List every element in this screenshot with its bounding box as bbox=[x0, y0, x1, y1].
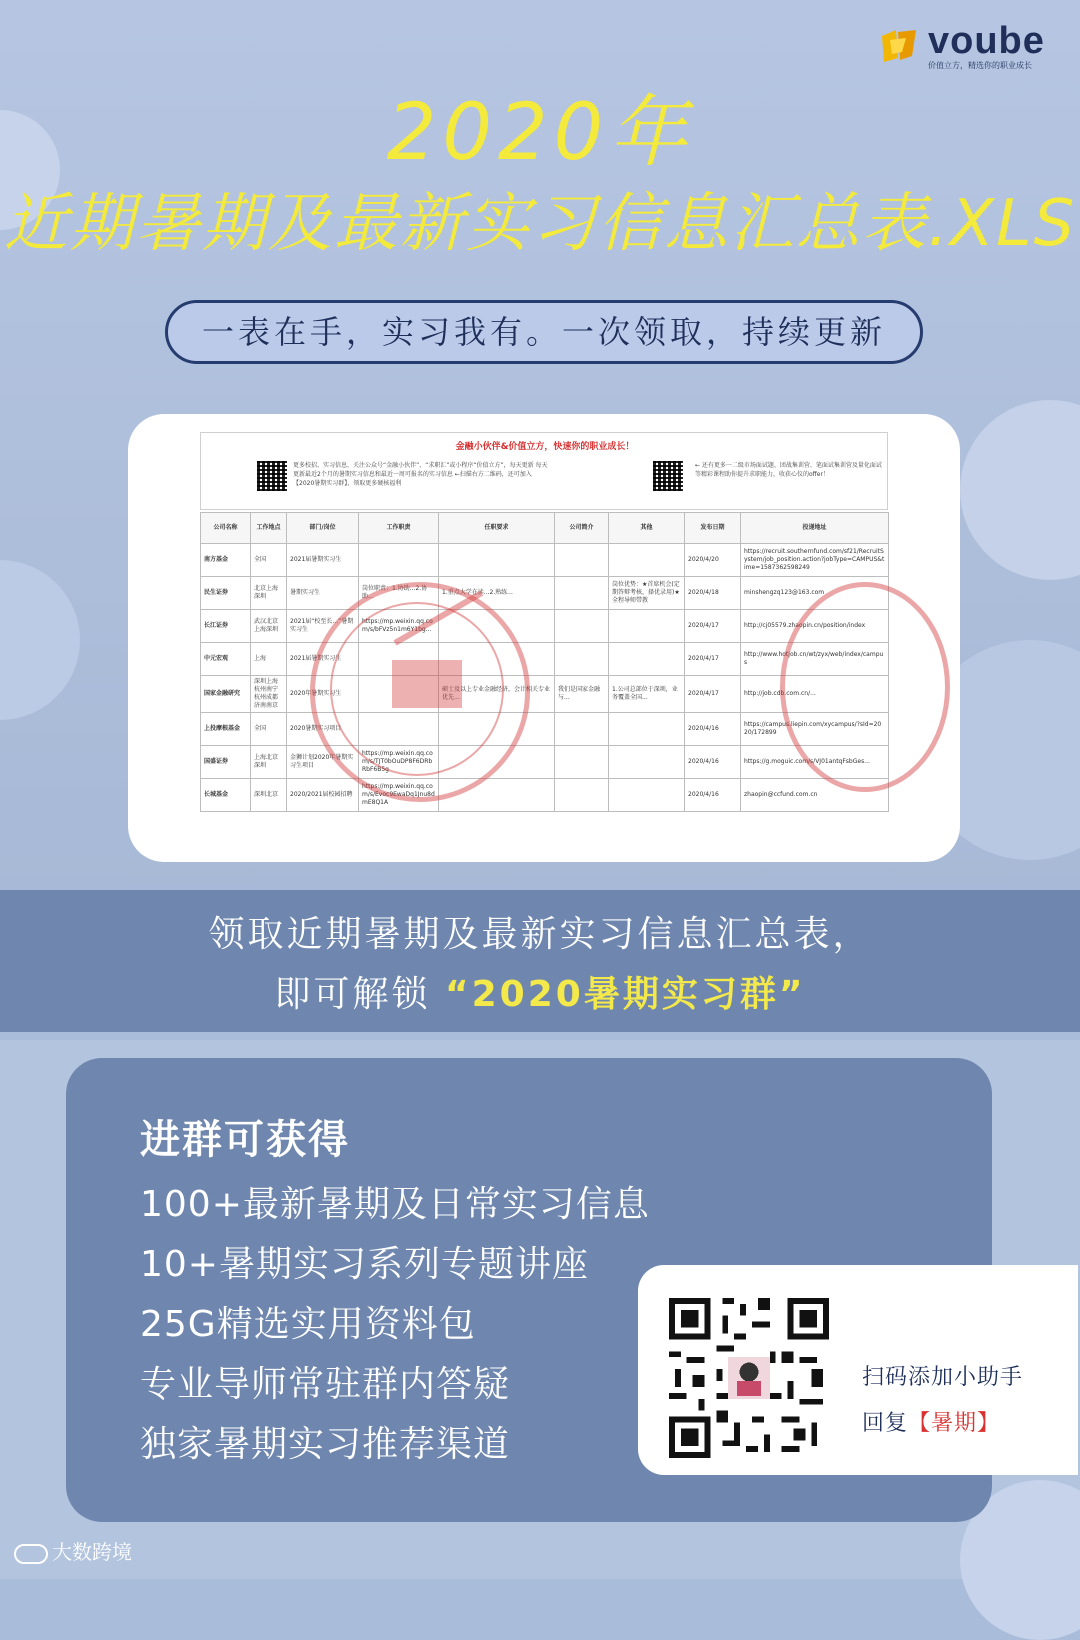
table-cell[interactable]: 上海北京深圳 bbox=[251, 746, 287, 779]
table-cell[interactable]: https://g.moguic.com/s/VJ01antqFsbGes... bbox=[741, 746, 889, 779]
table-cell[interactable]: minshengzq123@163.com bbox=[741, 577, 889, 610]
table-cell[interactable]: 上海 bbox=[251, 643, 287, 676]
stamp-house-icon bbox=[392, 660, 462, 708]
table-cell[interactable]: 2021届暑期实习生 bbox=[287, 643, 359, 676]
benefit-item: 独家暑期实习推荐渠道 bbox=[140, 1424, 511, 1465]
sheet-intro-left: 更多校招、实习信息，关注公众号“金融小伙伴”、“求职汇”或小程序“价值立方”，每天更新 每天更新最近2个月的暑期实习信息和最近一周可报名的实习信息 ←扫描右方二维码，还可加入【2020暑期实习群】，领取更多硬核福利 bbox=[293, 462, 548, 487]
qr-code-icon bbox=[660, 1292, 838, 1464]
table-cell[interactable]: http://cj05579.zhaopin.cn/position/index bbox=[741, 610, 889, 643]
table-cell[interactable]: 2020/4/17 bbox=[685, 610, 741, 643]
logo-tagline: 价值立方，精选你的职业成长 bbox=[928, 61, 1032, 70]
table-cell[interactable] bbox=[609, 746, 685, 779]
table-cell[interactable]: 金狮计划2020年暑期实习生项目 bbox=[287, 746, 359, 779]
reply-keyword: 【暑期】 bbox=[908, 1411, 1001, 1436]
table-cell[interactable]: http://www.hotjob.cn/wt/zyx/web/index/campus bbox=[741, 643, 889, 676]
table-cell[interactable]: http://job.cdb.com.cn/... bbox=[741, 676, 889, 713]
table-cell[interactable] bbox=[609, 610, 685, 643]
table-cell[interactable]: 北京上海深圳 bbox=[251, 577, 287, 610]
table-cell[interactable]: 南方基金 bbox=[201, 544, 251, 577]
table-row bbox=[201, 577, 889, 610]
table-cell[interactable]: 长江证券 bbox=[201, 610, 251, 643]
unlock-line-1: 领取近期暑期及最新实习信息汇总表， bbox=[208, 914, 872, 955]
sheet-title: 金融小伙伴&价值立方，快速你的职业成长！ bbox=[455, 442, 635, 452]
sheet-intro-right: ← 还有更多一二级市场面试题、团战集训营、笔面试集训营及量化面试等精彩课程助你提升求职能力，收获心仪的offer！ bbox=[695, 462, 882, 478]
qr-code-icon bbox=[653, 461, 683, 491]
finance-you-stamp bbox=[780, 582, 950, 792]
table-cell[interactable]: 2020/2021届校园招聘 bbox=[287, 779, 359, 812]
table-cell[interactable]: 2020/4/17 bbox=[685, 676, 741, 713]
table-cell[interactable]: 长城基金 bbox=[201, 779, 251, 812]
table-row bbox=[201, 610, 889, 643]
table-cell[interactable]: 民生证券 bbox=[201, 577, 251, 610]
table-cell[interactable]: 2020/4/18 bbox=[685, 577, 741, 610]
table-cell[interactable] bbox=[555, 610, 609, 643]
table-cell[interactable]: https://campus.liepin.com/xycampus/?sId=2020/172899 bbox=[741, 713, 889, 746]
column-header[interactable]: 投递地址 bbox=[741, 513, 889, 544]
column-header[interactable]: 发布日期 bbox=[685, 513, 741, 544]
table-cell[interactable]: 深圳北京 bbox=[251, 779, 287, 812]
benefit-item: 100+最新暑期及日常实习信息 bbox=[140, 1184, 650, 1225]
table-cell[interactable]: 1.重点大学在读...2.熟练... bbox=[439, 577, 555, 610]
table-cell[interactable] bbox=[609, 643, 685, 676]
benefits-title: 进群可获得 bbox=[140, 1117, 350, 1163]
table-header-row bbox=[201, 513, 889, 544]
table-cell[interactable]: 全国 bbox=[251, 713, 287, 746]
logo-wordmark: voube bbox=[928, 20, 1045, 62]
column-header[interactable]: 工作地点 bbox=[251, 513, 287, 544]
brand-logo bbox=[880, 22, 1060, 70]
reply-prefix: 回复 bbox=[862, 1411, 909, 1436]
table-cell[interactable] bbox=[555, 746, 609, 779]
benefit-item: 10+暑期实习系列专题讲座 bbox=[140, 1244, 589, 1285]
qr-reply-instruction bbox=[862, 1406, 1000, 1437]
table-cell[interactable] bbox=[555, 643, 609, 676]
table-cell[interactable]: 2021届“校至长...”暑期实习生 bbox=[287, 610, 359, 643]
table-cell[interactable]: https://mp.weixin.qq.com/s/Evoc9EwaDq1Jnu8dmE8Q1A bbox=[359, 779, 439, 812]
spreadsheet-preview bbox=[200, 432, 888, 842]
table-cell[interactable]: zhaopin@ccfund.com.cn bbox=[741, 779, 889, 812]
table-cell[interactable]: https://mp.weixin.qq.com/s/bFVz5n1m6Y1bg... bbox=[359, 610, 439, 643]
column-header[interactable]: 其他 bbox=[609, 513, 685, 544]
table-cell[interactable]: 2020年暑期实习生 bbox=[287, 676, 359, 713]
table-cell[interactable]: 国家金融研究 bbox=[201, 676, 251, 713]
title-year: 2020年 bbox=[386, 88, 694, 178]
sheet-header bbox=[200, 432, 888, 510]
unlock-group-name: “2020暑期实习群” bbox=[444, 974, 806, 1015]
table-cell[interactable]: 岗位优势：★首席机会(定期答辩考核，择优录用)★全程导师带教 bbox=[609, 577, 685, 610]
table-cell[interactable]: 中元宏观 bbox=[201, 643, 251, 676]
table-cell[interactable]: 2020/4/17 bbox=[685, 643, 741, 676]
column-header[interactable]: 公司名称 bbox=[201, 513, 251, 544]
table-cell[interactable] bbox=[555, 544, 609, 577]
table-cell[interactable]: 2020/4/16 bbox=[685, 746, 741, 779]
column-header[interactable]: 任职要求 bbox=[439, 513, 555, 544]
unlock-line-2 bbox=[0, 966, 1080, 1017]
qr-code-icon bbox=[257, 461, 287, 491]
table-cell[interactable]: https://recruit.southernfund.com/sf21/RecruitSystem/job_position.action?jobType=CAMPUS&time=1587362598249 bbox=[741, 544, 889, 577]
table-cell[interactable] bbox=[609, 713, 685, 746]
table-cell[interactable]: 岗位职责：1.协助...2.协助... bbox=[359, 577, 439, 610]
table-cell[interactable]: 2021届暑期实习生 bbox=[287, 544, 359, 577]
table-cell[interactable]: 国盛证券 bbox=[201, 746, 251, 779]
slogan-pill: 一表在手，实习我有。一次领取，持续更新 bbox=[165, 300, 923, 364]
table-cell[interactable]: 全国 bbox=[251, 544, 287, 577]
table-cell[interactable]: 2020/4/16 bbox=[685, 713, 741, 746]
unlock-prefix: 即可解锁 bbox=[274, 974, 431, 1015]
watermark-text: 大数跨境 bbox=[52, 1540, 132, 1564]
page-title: 近期暑期及最新实习信息汇总表.XLS bbox=[3, 187, 1077, 261]
benefit-item: 专业导师常驻群内答疑 bbox=[140, 1364, 511, 1405]
qr-caption: 扫码添加小助手 bbox=[862, 1365, 1024, 1390]
table-row bbox=[201, 779, 889, 812]
table-cell[interactable] bbox=[609, 779, 685, 812]
table-cell[interactable] bbox=[555, 577, 609, 610]
table-cell[interactable]: 我们是国家金融与... bbox=[555, 676, 609, 713]
table-cell[interactable]: 深圳上海杭州南宁杭州成都济南南京 bbox=[251, 676, 287, 713]
table-cell[interactable]: https://mp.weixin.qq.com/s/TJT0bOuDP8F6DRbRbF6B5g bbox=[359, 746, 439, 779]
assistant-qr-code[interactable] bbox=[660, 1292, 838, 1464]
watermark bbox=[14, 1536, 132, 1565]
table-cell[interactable] bbox=[609, 544, 685, 577]
column-header[interactable]: 工作职责 bbox=[359, 513, 439, 544]
table-cell[interactable] bbox=[555, 779, 609, 812]
table-cell[interactable]: 硕士及以上专业金融经济，会计相关专业优先... bbox=[439, 676, 555, 713]
table-cell[interactable]: 2020暑期实习项目 bbox=[287, 713, 359, 746]
table-cell[interactable]: 暑期实习生 bbox=[287, 577, 359, 610]
table-cell[interactable] bbox=[439, 544, 555, 577]
column-header[interactable]: 部门/岗位 bbox=[287, 513, 359, 544]
table-row bbox=[201, 544, 889, 577]
table-cell[interactable] bbox=[555, 713, 609, 746]
watermark-logo-icon bbox=[14, 1544, 48, 1564]
table-cell[interactable]: 2020/4/16 bbox=[685, 779, 741, 812]
column-header[interactable]: 公司简介 bbox=[555, 513, 609, 544]
table-cell[interactable]: 上投摩根基金 bbox=[201, 713, 251, 746]
table-cell[interactable]: 武汉北京上海深圳 bbox=[251, 610, 287, 643]
table-cell[interactable]: 1.公司总部位于深圳，业务覆盖全国... bbox=[609, 676, 685, 713]
benefit-item: 25G精选实用资料包 bbox=[140, 1304, 476, 1345]
table-row bbox=[201, 746, 889, 779]
logo-cube-icon bbox=[880, 28, 918, 64]
table-cell[interactable] bbox=[359, 544, 439, 577]
table-cell[interactable]: 2020/4/20 bbox=[685, 544, 741, 577]
